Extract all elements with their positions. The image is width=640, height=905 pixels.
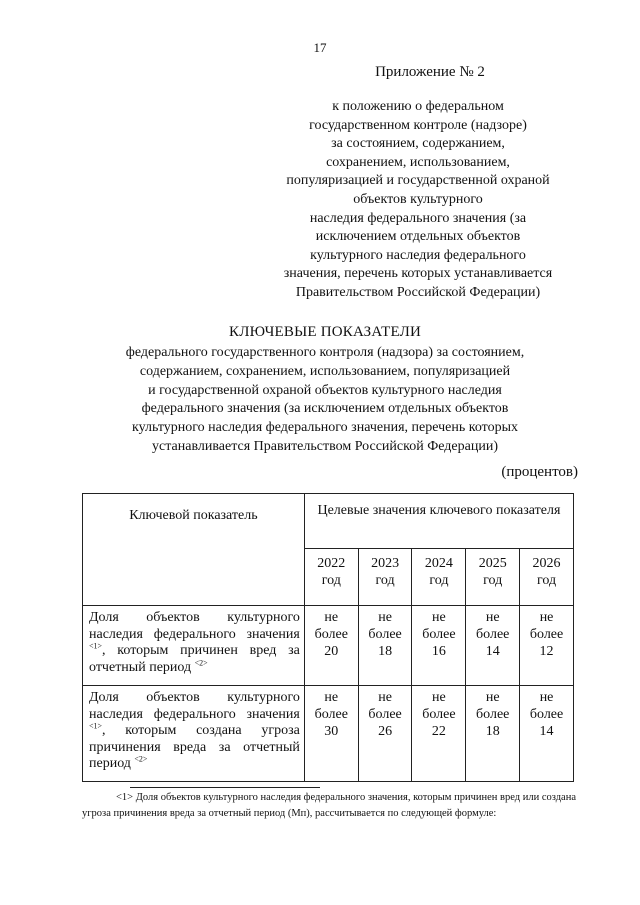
appendix-title: Приложение № 2 bbox=[375, 64, 485, 80]
table-row bbox=[83, 606, 574, 686]
footnote-ref: <2> bbox=[134, 754, 148, 764]
value-prefix: не bbox=[539, 610, 554, 625]
value-cell bbox=[358, 606, 412, 686]
table-header-row bbox=[83, 494, 574, 549]
value-prefix: более bbox=[529, 626, 564, 642]
indicator-text: Доля объектов культурного наследия федерального значения bbox=[89, 610, 300, 642]
document-title: КЛЮЧЕВЫЕ ПОКАЗАТЕЛИ bbox=[228, 324, 422, 340]
header-indicator: Ключевой показатель bbox=[83, 494, 305, 606]
value-prefix: не bbox=[485, 610, 500, 625]
value-prefix: более bbox=[422, 706, 456, 722]
value-prefix: более bbox=[368, 626, 402, 642]
appendix-subtitle-line: значения, перечень которых устанавливается bbox=[283, 266, 553, 282]
value-prefix: более bbox=[368, 706, 402, 722]
value-number: 16 bbox=[431, 643, 446, 659]
appendix-subtitle-line: за состоянием, содержанием, bbox=[331, 136, 505, 152]
document-subtitle-line: федерального государственного контроля (надзора) за состоянием, bbox=[125, 345, 525, 360]
footnote-ref: <1> bbox=[89, 641, 103, 651]
appendix-subtitle-line: исключением отдельных объектов bbox=[315, 229, 521, 245]
year-value: 2024 bbox=[424, 556, 453, 571]
value-cell bbox=[466, 686, 520, 782]
year-value: 2026 bbox=[532, 556, 561, 571]
value-prefix: не bbox=[485, 690, 500, 705]
value-prefix: не bbox=[432, 610, 446, 625]
footnote-text: <1> Доля объектов культурного наследия федерального значения, которым причинен вред или создана угроза причинения вреда за отчетный период (Мп), рассчитывается по следующей формуле: bbox=[82, 792, 576, 819]
value-cell bbox=[304, 686, 358, 782]
units-label: (процентов) bbox=[501, 464, 578, 480]
indicator-text: , которым создана угроза причинения вреда за отчетный период bbox=[89, 723, 300, 772]
year-value: 2022 bbox=[317, 556, 346, 571]
key-indicators-table bbox=[82, 493, 574, 782]
value-number: 14 bbox=[539, 723, 554, 739]
value-cell bbox=[466, 606, 520, 686]
value-number: 14 bbox=[485, 643, 500, 659]
indicator-text: , которым причинен вред за отчетный период bbox=[89, 643, 300, 675]
year-label: год bbox=[375, 573, 395, 588]
appendix-subtitle-line: Правительством Российской Федерации) bbox=[295, 284, 541, 300]
value-prefix: не bbox=[432, 690, 446, 705]
indicator-cell bbox=[83, 606, 305, 686]
year-header-2024 bbox=[412, 549, 466, 606]
year-header-2025 bbox=[466, 549, 520, 606]
value-number: 26 bbox=[378, 723, 393, 739]
appendix-subtitle-line: культурного наследия федерального bbox=[310, 247, 526, 263]
value-prefix: не bbox=[324, 690, 339, 705]
value-number: 12 bbox=[539, 643, 554, 659]
document-subtitle-line: содержанием, сохранением, использованием, популяризацией bbox=[139, 363, 511, 379]
value-prefix: более bbox=[422, 626, 456, 642]
document-subtitle bbox=[60, 344, 590, 457]
value-prefix: не bbox=[324, 610, 339, 625]
value-prefix: не bbox=[378, 690, 392, 705]
year-header-2022 bbox=[304, 549, 358, 606]
value-number: 30 bbox=[324, 723, 339, 739]
value-prefix: более bbox=[314, 706, 348, 722]
value-prefix: не bbox=[378, 610, 392, 625]
year-header-2023 bbox=[358, 549, 412, 606]
appendix-subtitle bbox=[258, 98, 578, 303]
header-targets: Целевые значения ключевого показателя bbox=[304, 494, 573, 549]
year-label: год bbox=[483, 573, 503, 588]
indicator-text: Доля объектов культурного наследия федерального значения bbox=[89, 690, 300, 722]
value-number: 18 bbox=[378, 643, 393, 659]
document-subtitle-line: устанавливается Правительством Российской Федерации) bbox=[152, 438, 498, 454]
footnote-separator bbox=[130, 787, 320, 788]
appendix-subtitle-line: государственном контроле (надзоре) bbox=[309, 117, 527, 133]
value-prefix: более bbox=[314, 626, 348, 642]
document-subtitle-line: федерального значения (за исключением отдельных объектов bbox=[141, 401, 509, 417]
value-number: 20 bbox=[324, 643, 339, 659]
footnote-ref: <2> bbox=[194, 658, 208, 668]
value-cell bbox=[304, 606, 358, 686]
table-row bbox=[83, 686, 574, 782]
value-cell bbox=[412, 686, 466, 782]
year-label: год bbox=[321, 573, 341, 588]
value-cell bbox=[412, 606, 466, 686]
value-prefix: не bbox=[539, 690, 554, 705]
appendix-subtitle-line: сохранением, использованием, bbox=[326, 154, 510, 170]
document-subtitle-line: культурного наследия федерального значения, перечень которых bbox=[132, 420, 518, 436]
appendix-subtitle-line: к положению о федеральном bbox=[332, 99, 504, 114]
indicator-cell bbox=[83, 686, 305, 782]
year-value: 2025 bbox=[478, 556, 507, 571]
year-label: год bbox=[536, 573, 557, 588]
value-cell bbox=[520, 686, 574, 782]
year-value: 2023 bbox=[371, 556, 400, 571]
appendix-subtitle-line: объектов культурного bbox=[353, 191, 483, 207]
value-number: 22 bbox=[431, 723, 446, 739]
footnote-ref: <1> bbox=[89, 721, 103, 731]
document-subtitle-line: и государственной охраной объектов культурного наследия bbox=[148, 382, 502, 398]
appendix-subtitle-line: наследия федерального значения (за bbox=[309, 210, 527, 226]
value-cell bbox=[358, 686, 412, 782]
value-cell bbox=[520, 606, 574, 686]
value-number: 18 bbox=[485, 723, 500, 739]
page-number: 17 bbox=[313, 40, 327, 55]
appendix-subtitle-line: популяризацией и государственной охраной bbox=[286, 173, 550, 189]
value-prefix: более bbox=[476, 706, 510, 722]
year-header-2026 bbox=[520, 549, 574, 606]
value-prefix: более bbox=[476, 626, 510, 642]
year-label: год bbox=[429, 573, 449, 588]
value-prefix: более bbox=[529, 706, 564, 722]
